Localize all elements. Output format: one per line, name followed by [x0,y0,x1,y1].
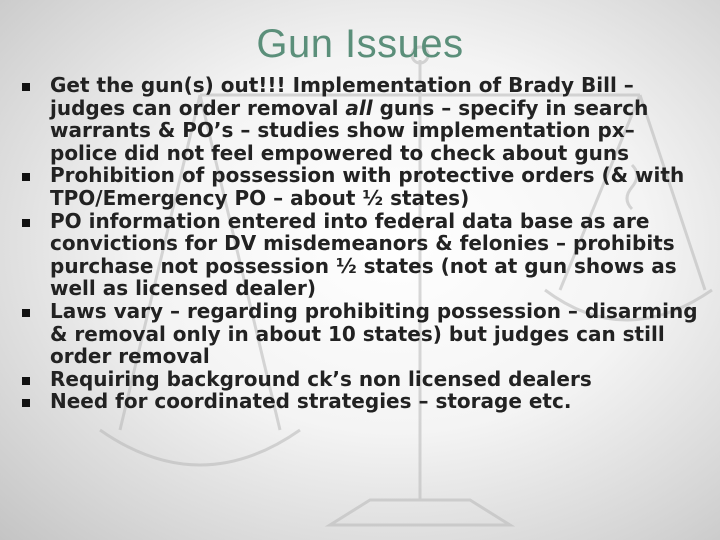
square-bullet-icon [22,309,30,317]
square-bullet-icon [22,173,30,181]
bullet-item [22,390,702,413]
bullet-item [22,74,702,164]
square-bullet-icon [22,377,30,385]
bullet-text: Get the gun(s) out!!! Implementation of Brady Bill – judges can order removal [50,73,634,120]
square-bullet-icon [22,83,30,91]
bullet-text: Requiring background ck’s non licensed dealers [50,366,592,391]
square-bullet-icon [22,219,30,227]
bullet-text: Prohibition of possession with protective orders (& with TPO/Emergency PO – about ½ states) [50,163,685,210]
bullet-list [22,74,702,413]
bullet-text: Need for coordinated strategies – storage etc. [50,389,572,414]
slide-title: Gun Issues [256,22,464,66]
bullet-text-italic: all [345,95,373,120]
bullet-text: Laws vary – regarding prohibiting possession – disarming & removal only in about 10 states) but judges can still order removal [50,298,698,369]
square-bullet-icon [22,399,30,407]
bullet-item [22,164,702,209]
bullet-item [22,300,702,368]
bullet-text: PO information entered into federal data base as are convictions for DV misdemeanors & felonies – prohibits purchase not possession ½ states (not at gun shows as well as licensed dealer) [50,208,677,301]
bullet-item [22,368,702,391]
bullet-item [22,210,702,300]
bullet-text: guns – specify in search warrants & PO’s – studies show implementation px– police did not feel empowered to check about guns [50,95,649,165]
